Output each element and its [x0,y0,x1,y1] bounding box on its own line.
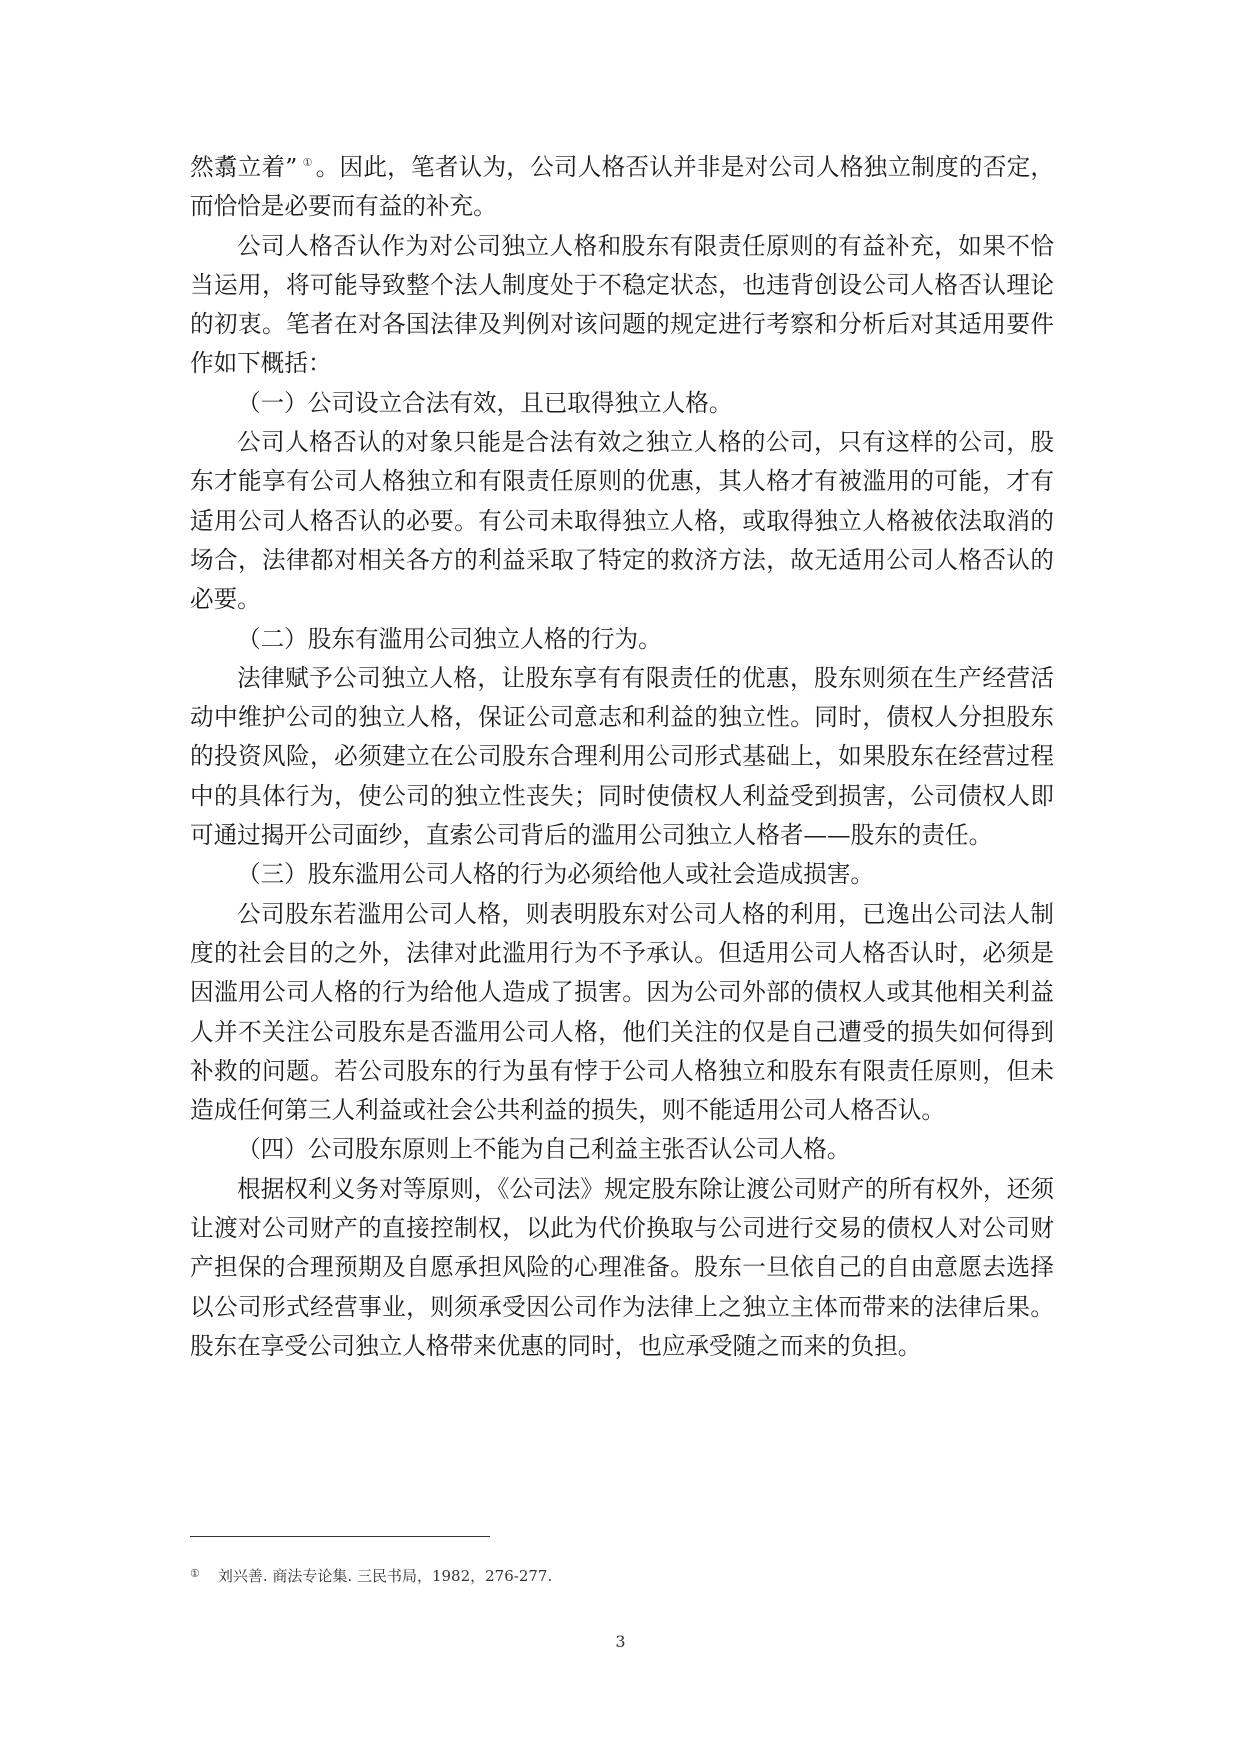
paragraph-6: 根据权利义务对等原则，《公司法》规定股东除让渡公司财产的所有权外，还须让渡对公司财产的直接控制权，以此为代价换取与公司进行交易的债权人对公司财产担保的合理预期及自愿承担风险的心理准备。股东一旦依自己的自由意愿去选择以公司形式经营事业，则须承受因公司作为法律上之独立主体而带来的法律后果。股东在享受公司独立人格带来优惠的同时，也应承受随之而来的负担。 [190,1174,1054,1360]
document-body [190,148,1054,1366]
footnote-separator [190,1536,490,1537]
section-heading-2: （二）股东有滥用公司独立人格的行为。 [237,624,662,653]
paragraph-3: 公司人格否认的对象只能是合法有效之独立人格的公司，只有这样的公司，股东才能享有公司人格独立和有限责任原则的优惠，其人格才有被滥用的可能，才有适用公司人格否认的必要。有公司未取得独立人格，或取得独立人格被依法取消的场合，法律都对相关各方的利益采取了特定的救济方法，故无适用公司人格否认的必要。 [190,428,1054,614]
footnote-text: 刘兴善. 商法专论集. 三民书局，1982，276-277. [217,1567,553,1585]
section-heading-4: （四）公司股东原则上不能为自己利益主张否认公司人格。 [237,1135,851,1164]
footnote-reference-marker[interactable]: ① [302,156,313,169]
paragraph-1-text-after: 。因此，笔者认为，公司人格否认并非是对公司人格独立制度的否定，而恰恰是必要而有益的补充。 [190,153,1054,221]
paragraph-1 [190,148,1054,227]
paragraph-1-text-before: 然翥立着” [190,153,298,181]
paragraph-2: 公司人格否认作为对公司独立人格和股东有限责任原则的有益补充，如果不恰当运用，将可能导致整个法人制度处于不稳定状态，也违背创设公司人格否认理论的初衷。笔者在对各国法律及判例对该问题的规定进行考察和分析后对其适用要件作如下概括： [190,231,1054,378]
section-heading-3: （三）股东滥用公司人格的行为必须给他人或社会造成损害。 [237,860,875,889]
footnote [190,1564,1050,1586]
footnote-marker: ① [190,1567,200,1580]
section-heading-1: （一）公司设立合法有效，且已取得独立人格。 [237,388,733,417]
paragraph-4: 法律赋予公司独立人格，让股东享有有限责任的优惠，股东则须在生产经营活动中维护公司的独立人格，保证公司意志和利益的独立性。同时，债权人分担股东的投资风险，必须建立在公司股东合理利用公司形式基础上，如果股东在经营过程中的具体行为，使公司的独立性丧失；同时使债权人利益受到损害，公司债权人即可通过揭开公司面纱，直索公司背后的滥用公司独立人格者——股东的责任。 [190,663,1054,850]
paragraph-5: 公司股东若滥用公司人格，则表明股东对公司人格的利用，已逸出公司法人制度的社会目的之外，法律对此滥用行为不予承认。但适用公司人格否认时，必须是因滥用公司人格的行为给他人造成了损害。因为公司外部的债权人或其他相关利益人并不关注公司股东是否滥用公司人格，他们关注的仅是自己遭受的损失如何得到补救的问题。若公司股东的行为虽有悖于公司人格独立和股东有限责任原则，但未造成任何第三人利益或社会公共利益的损失，则不能适用公司人格否认。 [190,899,1054,1125]
page-number: 3 [615,1632,626,1651]
